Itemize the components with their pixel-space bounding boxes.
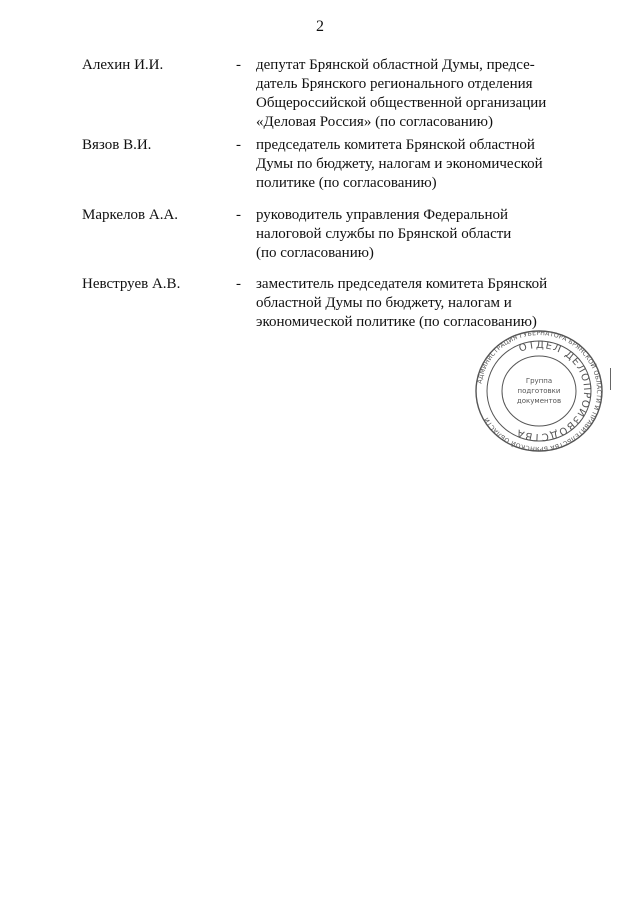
person-name: Невструев А.В.	[82, 276, 181, 292]
description-line: экономической политике (по согласованию)	[256, 314, 537, 330]
position-description	[256, 206, 566, 263]
position-description	[256, 56, 566, 132]
description-line: Думы по бюджету, налогам и экономической	[256, 156, 543, 172]
description-line: областной Думы по бюджету, налогам и	[256, 295, 512, 311]
description-line: политике (по согласованию)	[256, 175, 437, 191]
description-line: «Деловая Россия» (по согласованию)	[256, 114, 494, 130]
person-name: Вязов В.И.	[82, 137, 152, 153]
stamp-center-line: документов	[516, 397, 562, 405]
svg-text:АДМИНИСТРАЦИЯ ГУБЕРНАТОРА БРЯН: АДМИНИСТРАЦИЯ ГУБЕРНАТОРА БРЯНСКОЙ ОБЛАСТИ И ПРАВИТЕЛЬСТВА БРЯНСКОЙ ОБЛАСТИ	[476, 330, 603, 452]
official-stamp	[474, 330, 604, 452]
dash-separator: -	[236, 57, 241, 73]
description-line: датель Брянского регионального отделения	[256, 76, 533, 92]
page-number: 2	[316, 18, 324, 35]
dash-separator: -	[236, 207, 241, 223]
description-line: Общероссийской общественной организации	[256, 95, 547, 111]
margin-mark	[610, 368, 614, 390]
svg-text:ОТДЕЛ ДЕЛОПРОИЗВОДСТВА: ОТДЕЛ ДЕЛОПРОИЗВОДСТВА	[514, 339, 593, 443]
description-line: налоговой службы по Брянской области	[256, 226, 512, 242]
description-line: руководитель управления Федеральной	[256, 207, 509, 223]
stamp-seal-icon	[474, 330, 604, 452]
position-description	[256, 136, 566, 193]
dash-separator: -	[236, 276, 241, 292]
dash-separator: -	[236, 137, 241, 153]
description-line: заместитель председателя комитета Брянской	[256, 276, 548, 292]
person-name: Маркелов А.А.	[82, 207, 179, 223]
description-line: депутат Брянской областной Думы, предсе-	[256, 57, 535, 73]
person-name: Алехин И.И.	[82, 57, 164, 73]
description-line: председатель комитета Брянской областной	[256, 137, 535, 153]
description-line: (по согласованию)	[256, 245, 374, 261]
stamp-center-line: подготовки	[517, 387, 561, 395]
position-description	[256, 275, 566, 332]
stamp-center-line: Группа	[525, 377, 553, 385]
